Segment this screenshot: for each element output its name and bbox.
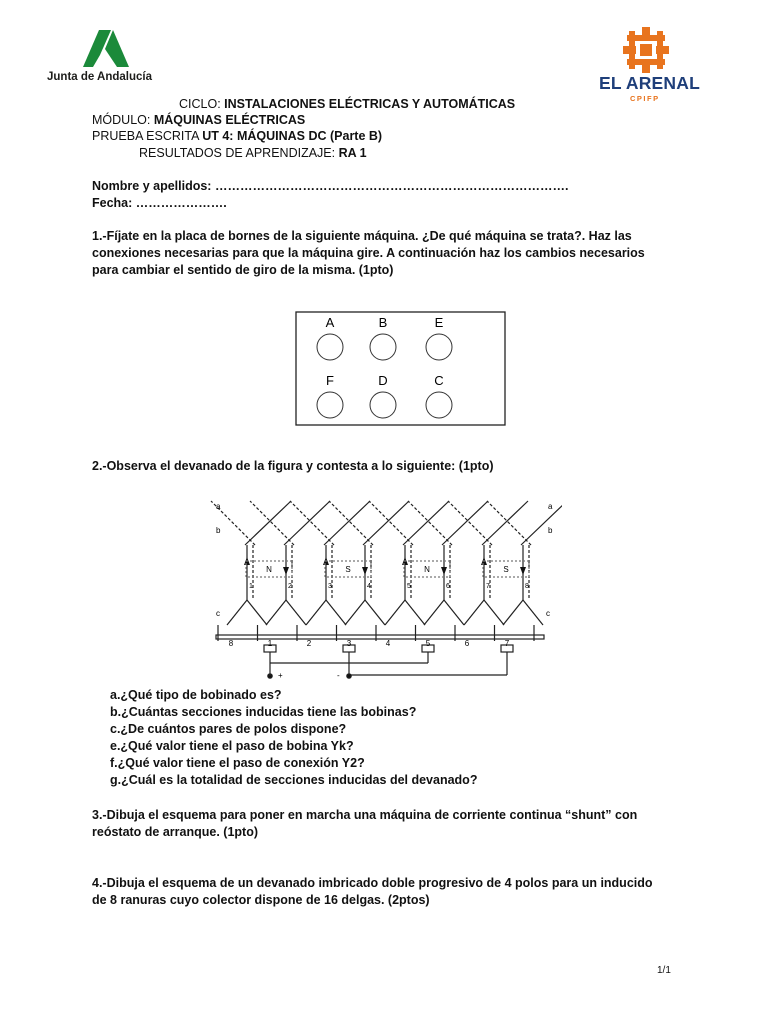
terminal-label-top-1: B <box>378 315 388 330</box>
q2-item-a: a.¿Qué tipo de bobinado es? <box>110 688 282 702</box>
slot-number-1: 2 <box>288 583 292 590</box>
terminal-label-top-0: A <box>325 315 335 330</box>
coil-head-dashed <box>250 501 294 545</box>
logo-right-sub: CPIFP <box>630 94 660 103</box>
winding-label-left-c: c <box>216 609 220 618</box>
slot-number-4: 5 <box>407 583 411 590</box>
lead-left <box>306 600 326 625</box>
coil-head-solid <box>521 501 562 545</box>
coil-head-solid <box>403 501 449 545</box>
current-arrow <box>520 567 526 575</box>
q2-item-c: c.¿De cuántos pares de polos dispone? <box>110 722 347 736</box>
question-2: 2.-Observa el devanado de la figura y contesta a lo siguiente: (1pto) <box>92 459 494 473</box>
delga-number-2: 2 <box>306 639 312 648</box>
current-arrow <box>362 567 368 575</box>
minus-terminal-dot <box>347 674 351 678</box>
pole-label-3: S <box>503 565 509 574</box>
coil-head-dashed <box>329 501 373 545</box>
slot-number-7: 8 <box>525 583 529 590</box>
slot-number-0: 1 <box>249 583 253 590</box>
slot-number-5: 6 <box>446 583 450 590</box>
page-number: 1/1 <box>657 965 671 976</box>
lead-left <box>385 600 405 625</box>
slot-number-2: 3 <box>328 583 332 590</box>
terminal-label-bottom-1: D <box>378 373 388 388</box>
coil-head-solid <box>284 501 330 545</box>
lead-left <box>424 600 444 625</box>
coil-head-solid <box>482 501 528 545</box>
winding-label-right-c: c <box>546 609 550 618</box>
coil-head-solid <box>442 501 488 545</box>
pole-label-0: N <box>266 565 272 574</box>
lead-left <box>464 600 484 625</box>
q2-item-e: e.¿Qué valor tiene el paso de bobina Yk? <box>110 739 354 753</box>
coil-head-dashed <box>487 501 531 545</box>
delga-number-0: 8 <box>228 639 234 648</box>
question-3: 3.-Dibuja el esquema para poner en marcha una máquina de corriente continua “shunt” con reóstato de arranque. (1pto) <box>92 808 638 839</box>
lead-right <box>523 600 543 625</box>
lead-right <box>286 600 306 625</box>
lead-left <box>227 600 247 625</box>
coil-head-solid <box>324 501 370 545</box>
date-field[interactable]: Fecha: …………………. <box>92 196 227 210</box>
lead-left <box>345 600 365 625</box>
lead-right <box>405 600 425 625</box>
terminal-label-bottom-0: F <box>326 373 334 388</box>
el-arenal-logo-icon <box>623 27 669 73</box>
header-prueba: PRUEBA ESCRITA UT 4: MÁQUINAS DC (Parte B) <box>92 129 383 143</box>
q2-item-g: g.¿Cuál es la totalidad de secciones inducidas del devanado? <box>110 773 478 787</box>
logo-right-text: EL ARENAL <box>599 73 700 93</box>
junta-andalucia-logo-icon <box>80 27 132 69</box>
winding-diagram <box>206 495 562 687</box>
coil-head-dashed <box>290 501 334 545</box>
current-arrow <box>283 567 289 575</box>
header-ra: RESULTADOS DE APRENDIZAJE: RA 1 <box>139 146 367 160</box>
q2-item-f: f.¿Qué valor tiene el paso de conexión Y2? <box>110 756 365 770</box>
question-4: 4.-Dibuja el esquema de un devanado imbricado doble progresivo de 4 polos para un inducido de 8 ranuras cuyo colector dispone de 16 delgas. (2ptos) <box>92 876 653 907</box>
coil-head-dashed <box>369 501 413 545</box>
header-modulo: MÓDULO: MÁQUINAS ELÉCTRICAS <box>92 113 306 127</box>
lead-left <box>266 600 286 625</box>
coil-head-solid <box>245 501 291 545</box>
terminal-label-bottom-2: C <box>434 373 444 388</box>
header-ciclo: CICLO: INSTALACIONES ELÉCTRICAS Y AUTOMÁTICAS <box>179 97 516 111</box>
coil-head-dashed <box>448 501 492 545</box>
lead-right <box>444 600 464 625</box>
winding-label-right-b: b <box>548 526 553 535</box>
plus-terminal-label: + <box>278 671 283 680</box>
terminal-board-figure <box>222 293 547 455</box>
lead-right <box>326 600 346 625</box>
lead-right <box>484 600 504 625</box>
pole-label-1: S <box>345 565 351 574</box>
minus-terminal-label: - <box>337 671 340 680</box>
name-field[interactable]: Nombre y apellidos: …………………………………………………………………………. <box>92 179 569 193</box>
winding-label-left-b: b <box>216 526 221 535</box>
winding-label-left-a: a <box>216 502 221 511</box>
lead-left <box>503 600 523 625</box>
coil-head-dashed <box>408 501 452 545</box>
winding-label-right-a: a <box>548 502 553 511</box>
coil-head-solid <box>363 501 409 545</box>
current-arrow <box>441 567 447 575</box>
question-1: 1.-Fíjate en la placa de bornes de la siguiente máquina. ¿De qué máquina se trata?. Haz las conexiones necesarias para que la máquina gire. A continuación haz los cambios necesarios para cambiar el sentido de giro de la misma. (1pto) <box>92 229 645 277</box>
terminal-label-top-2: E <box>434 315 444 330</box>
delga-number-4: 4 <box>385 639 391 648</box>
slot-number-3: 4 <box>367 583 371 590</box>
delga-number-5: 5 <box>425 639 431 648</box>
q2-item-b: b.¿Cuántas secciones inducidas tiene las bobinas? <box>110 705 417 719</box>
lead-right <box>365 600 385 625</box>
slot-number-6: 7 <box>486 583 490 590</box>
delga-number-7: 7 <box>504 639 510 648</box>
logo-left-text: Junta de Andalucía <box>47 71 153 83</box>
pole-label-2: N <box>424 565 430 574</box>
delga-number-1: 1 <box>267 639 273 648</box>
lead-right <box>247 600 267 625</box>
delga-number-3: 3 <box>346 639 352 648</box>
delga-number-6: 6 <box>464 639 470 648</box>
